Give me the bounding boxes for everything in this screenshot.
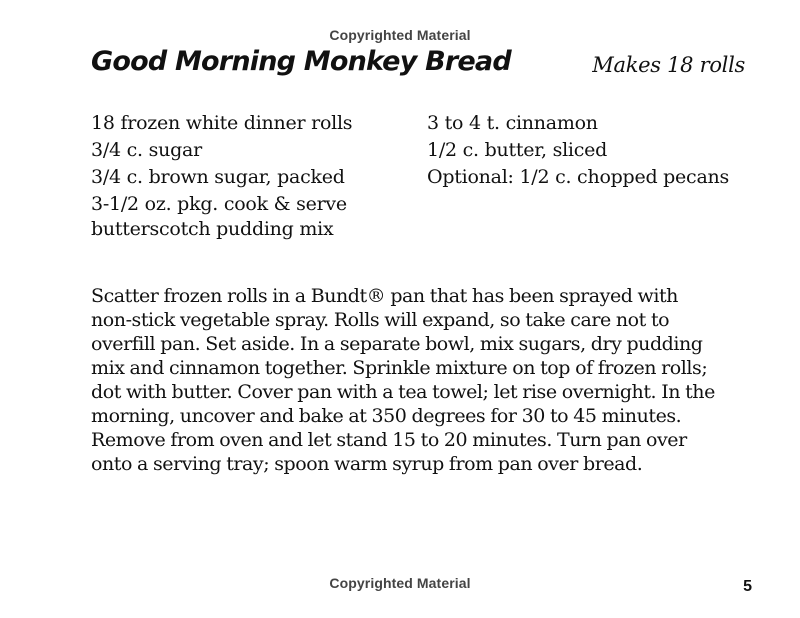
ingredient-text: 3-1/2 oz. pkg. cook & serve	[91, 193, 347, 215]
directions-line: overfill pan. Set aside. In a separate bowl, mix sugars, dry pudding	[91, 333, 703, 355]
directions-line: morning, uncover and bake at 350 degrees for 30 to 45 minutes.	[91, 405, 682, 427]
ingredient-item	[91, 137, 411, 164]
recipe-yield: Makes 18 rolls	[592, 53, 745, 77]
ingredient-item: 1/2 c. butter, sliced	[427, 139, 608, 161]
ingredient-text: 3/4 c. brown sugar, packed	[91, 166, 345, 188]
directions-line: non-stick vegetable spray. Rolls will expand, so take care not to	[91, 309, 670, 331]
recipe-title: Good Morning Monkey Bread	[91, 46, 511, 77]
ingredients-list-left	[91, 110, 411, 240]
directions-line: Scatter frozen rolls in a Bundt® pan that has been sprayed with	[91, 285, 678, 307]
ingredient-text: 18 frozen white dinner rolls	[91, 112, 353, 134]
directions-line: dot with butter. Cover pan with a tea towel; let rise overnight. In the	[91, 381, 715, 403]
ingredient-item: Optional: 1/2 c. chopped pecans	[427, 166, 730, 188]
recipe-directions	[91, 284, 741, 476]
ingredient-text: 3/4 c. sugar	[91, 139, 202, 161]
ingredients-list-right	[427, 110, 757, 191]
page-number: 5	[743, 578, 752, 595]
ingredient-text-continued: butterscotch pudding mix	[91, 218, 334, 240]
copyright-watermark-bottom: Copyrighted Material	[329, 575, 471, 591]
directions-line: Remove from oven and let stand 15 to 20 minutes. Turn pan over	[91, 429, 687, 451]
copyright-watermark-top: Copyrighted Material	[329, 27, 471, 43]
ingredient-item: 3 to 4 t. cinnamon	[427, 112, 598, 134]
ingredient-item	[91, 110, 411, 137]
directions-line: mix and cinnamon together. Sprinkle mixture on top of frozen rolls;	[91, 357, 708, 379]
ingredient-item	[91, 164, 411, 191]
ingredient-item	[91, 191, 411, 240]
directions-line: onto a serving tray; spoon warm syrup from pan over bread.	[91, 453, 643, 475]
